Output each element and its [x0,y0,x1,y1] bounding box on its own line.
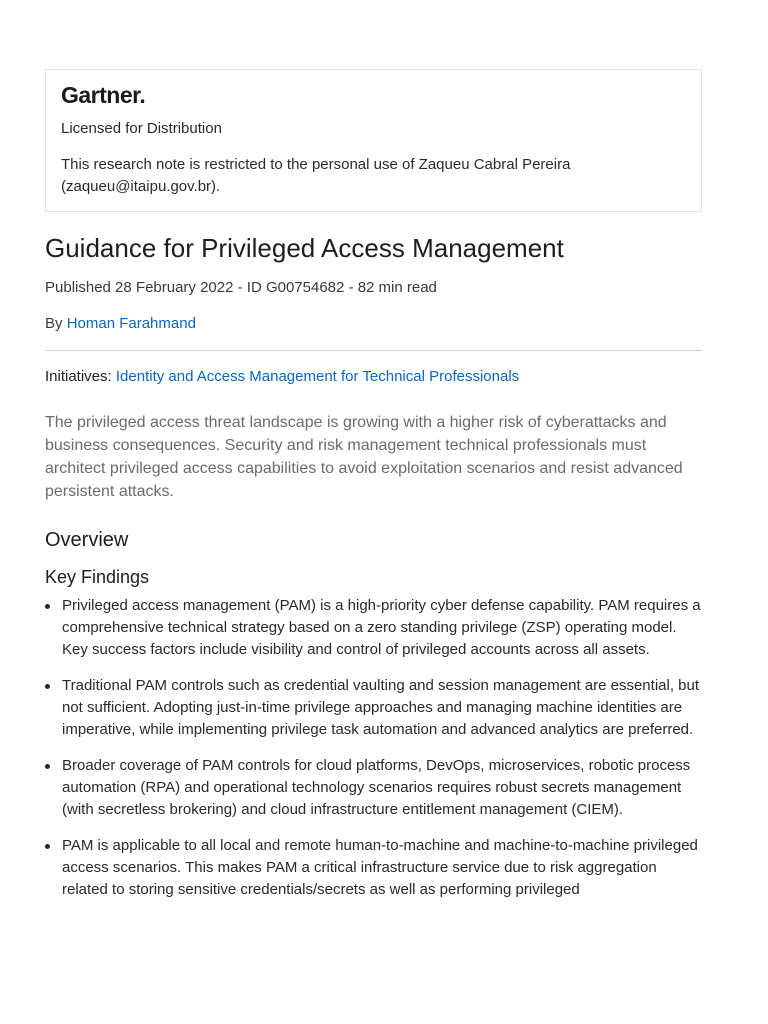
bullet-icon [45,764,50,769]
document-page [45,69,701,915]
initiatives-link[interactable]: Identity and Access Management for Technical Professionals [115,368,520,385]
list-item [45,595,701,661]
license-box [45,69,702,212]
logo-dot: . [139,82,146,108]
summary-paragraph: The privileged access threat landscape is growing with a higher risk of cyberattacks and business consequences. Security and risk management technical professionals must architect privileged access capabilities to avoid exploitation scenarios and resist advanced persistent attacks. [45,414,683,500]
author-link[interactable]: Homan Farahmand [66,315,196,332]
bullet-icon [45,684,50,689]
list-item [45,835,701,901]
byline-prefix: By [45,315,67,332]
gartner-logo [61,82,686,108]
bullet-icon [45,604,50,609]
list-item [45,675,701,741]
initiatives-label: Initiatives: [45,368,116,385]
key-findings-heading: Key Findings [45,567,150,587]
list-item [45,755,701,821]
license-note: This research note is restricted to the personal use of Zaqueu Cabral Pereira (zaqueu@itaipu.gov.br). [61,156,571,195]
byline [45,314,701,334]
overview-heading: Overview [45,529,129,551]
initiatives [45,367,701,387]
finding-text: Broader coverage of PAM controls for cloud platforms, DevOps, microservices, robotic process automation (RPA) and operational technology scenarios requires robust secrets management (with secretless brokering) and cloud infrastructure entitlement management (CIEM). [62,757,691,818]
key-findings-list [45,595,701,901]
finding-text: PAM is applicable to all local and remote human-to-machine and machine-to-machine privileged access scenarios. This makes PAM a critical infrastructure service due to risk aggregation related to storing sensitive credentials/secrets as well as performing privileged [62,837,698,898]
license-label: Licensed for Distribution [61,120,222,137]
publication-meta: Published 28 February 2022 - ID G00754682 - 82 min read [45,279,437,296]
document-title: Guidance for Privileged Access Management [45,233,564,263]
logo-text: Gartner [61,82,140,108]
bullet-icon [45,844,50,849]
finding-text: Privileged access management (PAM) is a high-priority cyber defense capability. PAM requires a comprehensive technical strategy based on a zero standing privilege (ZSP) operating model. Key success factors include visibility and control of privileged accounts across all assets. [62,597,701,658]
finding-text: Traditional PAM controls such as credential vaulting and session management are essential, but not sufficient. Adopting just-in-time privilege approaches and managing machine identities are imperative, while implementing privilege task automation and advanced analytics are preferred. [62,677,700,738]
divider [45,350,702,351]
